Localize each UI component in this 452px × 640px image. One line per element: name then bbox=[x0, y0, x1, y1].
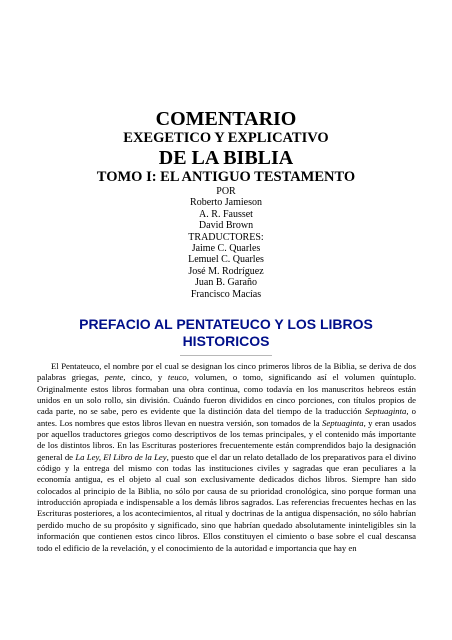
body-text-run: , y eran usados por aquellos traductores griegos como descriptivos de los temas principales, y el contenido más importante de los distintos libros. En las Escrituras posteriores frecuentemente están comprendidos bajo la designación general de bbox=[37, 417, 416, 462]
title-exegetico: EXEGETICO Y EXPLICATIVO bbox=[123, 130, 329, 146]
body-text-run: , cinco, y bbox=[123, 372, 168, 383]
translator-name: Francisco Macías bbox=[190, 288, 262, 300]
body-italic-septuaginta: Septuaginta bbox=[364, 406, 407, 417]
preface-heading-line: PREFACIO AL PENTATEUCO Y LOS LIBROS bbox=[79, 316, 373, 332]
author-name: David Brown bbox=[198, 220, 254, 232]
body-italic-septuaginta: Septuaginta bbox=[322, 417, 364, 428]
translator-name: Lemuel C. Quarles bbox=[188, 254, 264, 266]
body-italic-teuco: teuco bbox=[167, 372, 187, 383]
title-block bbox=[0, 108, 452, 300]
author-name: Roberto Jamieson bbox=[190, 197, 262, 209]
body-text-run: , volumen, o tomo, significando así el volumen quíntuplo. Originalmente estos libros formaban una obra continua, como todavía en los manuscritos hebreos están unidos en un solo rollo, sin división. Cuándo fueron divididos en cinco porciones, con títulos propios de cada parte, no se sabe, pero es evidente que la distinción data del tiempo de la traducción bbox=[37, 372, 416, 417]
author-name: A. R. Fausset bbox=[199, 208, 253, 220]
body-italic-pente: pente bbox=[104, 372, 124, 383]
heading-divider bbox=[180, 355, 272, 356]
preface-body bbox=[37, 361, 416, 554]
preface-heading bbox=[60, 316, 392, 350]
body-text-run: El Pentateuco, el nombre por el cual se designan los cinco primeros libros de la Biblia, se deriva de dos palabras griegas, bbox=[37, 361, 416, 383]
body-paragraph bbox=[37, 361, 416, 554]
translator-name: José M. Rodríguez bbox=[188, 265, 264, 277]
title-comentario: COMENTARIO bbox=[155, 108, 297, 130]
title-tomo: TOMO I: EL ANTIGUO TESTAMENTO bbox=[96, 169, 356, 185]
credits bbox=[0, 186, 452, 300]
preface-heading-line: HISTORICOS bbox=[182, 333, 270, 349]
title-de-la-biblia: DE LA BIBLIA bbox=[158, 147, 294, 169]
body-italic-la-ley: La Ley, El Libro de la Ley bbox=[75, 451, 167, 462]
translator-name: Jaime C. Quarles bbox=[191, 243, 261, 255]
translator-name: Juan B. Garaño bbox=[195, 277, 257, 289]
por-label: POR bbox=[216, 186, 236, 197]
body-text-run: , o antes. Los nombres que estos libros llevan en nuestra versión, son tomados de la bbox=[37, 406, 416, 428]
translators-label: TRADUCTORES: bbox=[188, 231, 264, 243]
body-text-run: , puesto que el dar un relato detallado de los preparativos para el divino código y la entrega del mismo con todas las instituciones civiles y sagradas que eran peculiares a la economía antigua, es el objeto al cual son exclusivamente dedicados dichos libros. Siempre han sido colocados al principio de la Biblia, no sólo por causa de su prioridad cronológica, sino porque forman una introducción apropiada e indispensable a los demás libros sagrados. Las referencias frecuentes hechas en las Escrituras posteriores, a los acontecimientos, al ritual y doctrinas de la antigua dispensación, no sólo habrían perdido mucho de su propósito y significado, sino que habrían quedado absolutamente ininteligibles sin la información que contienen estos cinco libros. Ellos constituyen el cimiento o base sobre el cual descansa todo el edificio de la revelación, y el conocimiento de la autoridad e importancia que hay en bbox=[37, 451, 417, 553]
